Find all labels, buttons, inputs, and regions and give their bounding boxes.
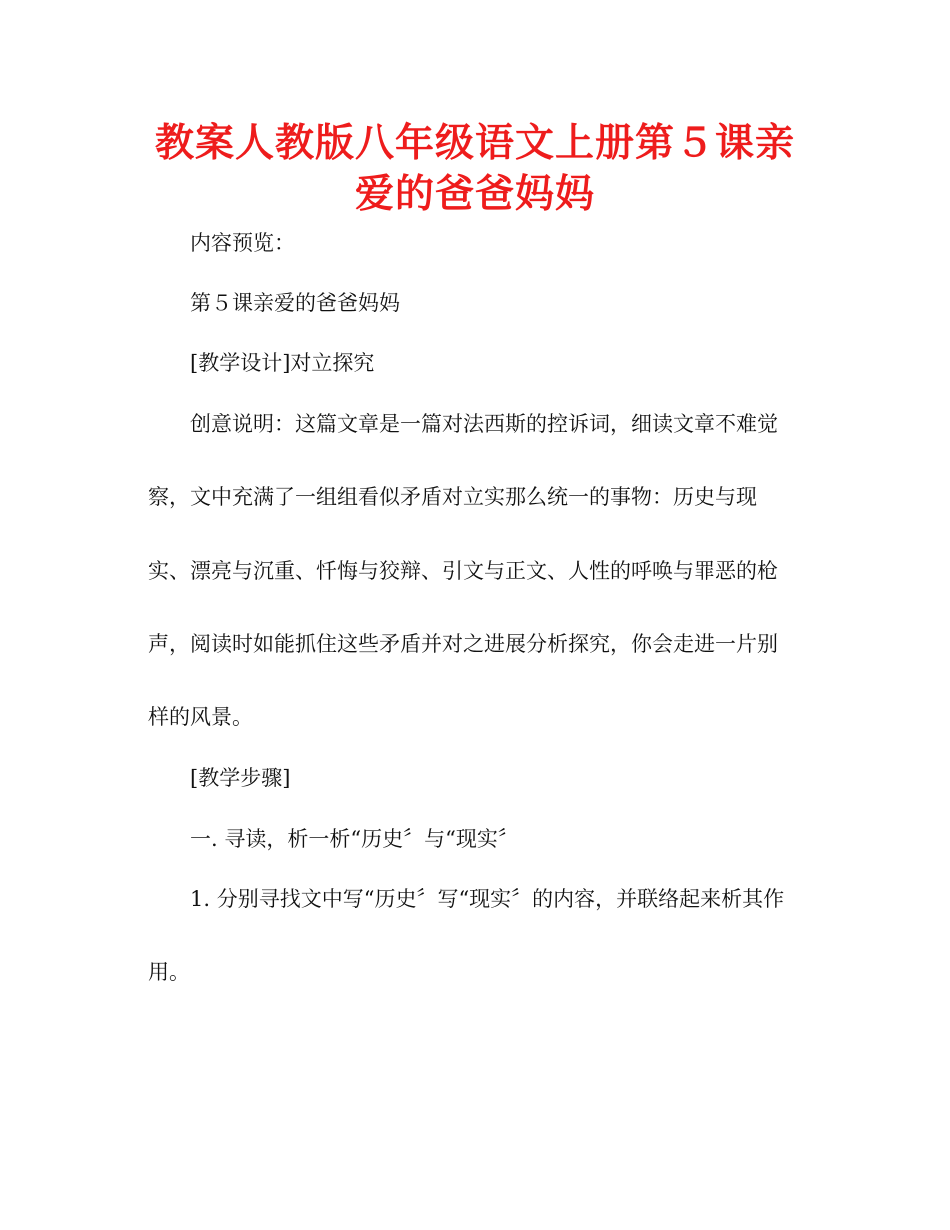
document-title: 教案人教版八年级语文上册第５课亲爱的爸爸妈妈 xyxy=(154,121,795,217)
task-1-line-1: 1. 分别寻找文中写“历史〞写“现实〞的内容，并联络起来析其作 xyxy=(190,887,785,911)
step-1-heading: 一. 寻读，析一析“历史〞与“现实〞 xyxy=(190,827,519,851)
creative-note-line-5: 样的风景。 xyxy=(148,705,253,729)
creative-note-line-4: 声，阅读时如能抓住这些矛盾并对之进展分析探究，你会走进一片别 xyxy=(148,632,778,656)
lesson-title: 第５课亲爱的爸爸妈妈 xyxy=(190,291,400,315)
creative-note-line-1: 创意说明：这篇文章是一篇对法西斯的控诉词，细读文章不难觉 xyxy=(190,412,778,436)
design-heading: [教学设计]对立探究 xyxy=(190,351,375,375)
preview-label: 内容预览： xyxy=(190,231,295,255)
steps-heading: [教学步骤] xyxy=(190,766,291,790)
task-1-line-2: 用。 xyxy=(148,960,190,984)
creative-note-line-3: 实、漂亮与沉重、忏悔与狡辩、引文与正文、人性的呼唤与罪恶的枪 xyxy=(148,559,778,583)
creative-note-line-2: 察，文中充满了一组组看似矛盾对立实那么统一的事物：历史与现 xyxy=(148,485,757,509)
